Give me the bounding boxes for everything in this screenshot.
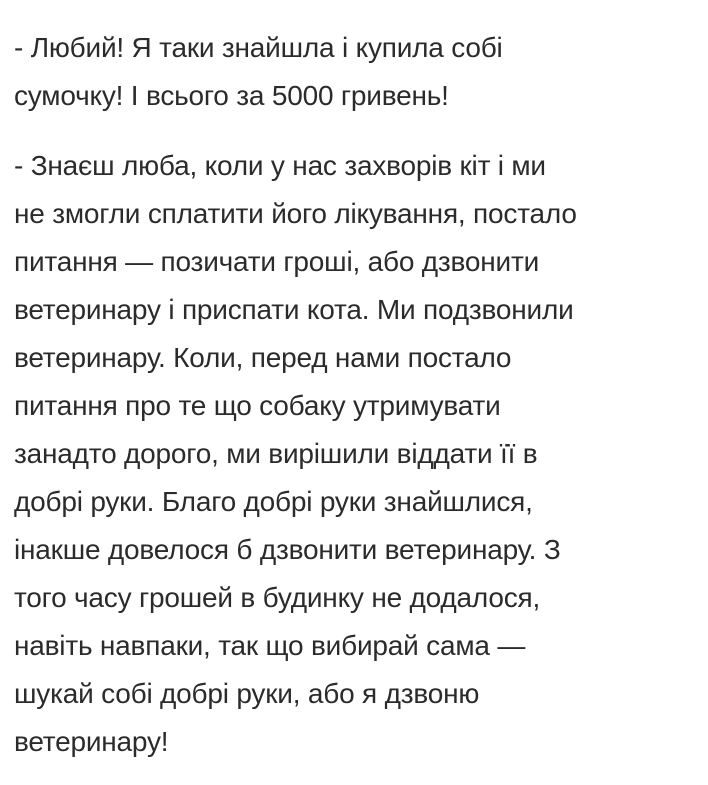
text-line: - Знаєш люба, коли у нас захворів кіт і ми	[14, 150, 546, 181]
text-line: інакше довелося б дзвонити ветеринару. З	[14, 534, 561, 565]
text-line: шукай собі добрі руки, або я дзвоню	[14, 678, 480, 709]
text-line: ветеринару!	[14, 726, 169, 757]
text-line: того часу грошей в будинку не додалося,	[14, 582, 541, 613]
paragraph-husband-reply	[14, 142, 704, 766]
text-line: не змогли сплатити його лікування, постало	[14, 198, 577, 229]
text-line: занадто дорого, ми вирішили віддати її в	[14, 438, 538, 469]
text-line: ветеринару і приспати кота. Ми подзвонили	[14, 294, 574, 325]
text-line: ветеринару. Коли, перед нами постало	[14, 342, 512, 373]
text-line: навіть навпаки, так що вибирай сама —	[14, 630, 526, 661]
text-line: сумочку! І всього за 5000 гривень!	[14, 80, 449, 111]
text-line: - Любий! Я таки знайшла і купила собі	[14, 32, 503, 63]
text-line: питання про те що собаку утримувати	[14, 390, 501, 421]
post-text	[14, 24, 704, 766]
text-line: питання — позичати гроші, або дзвонити	[14, 246, 540, 277]
paragraph-wife-line	[14, 24, 704, 120]
text-line: добрі руки. Благо добрі руки знайшлися,	[14, 486, 533, 517]
